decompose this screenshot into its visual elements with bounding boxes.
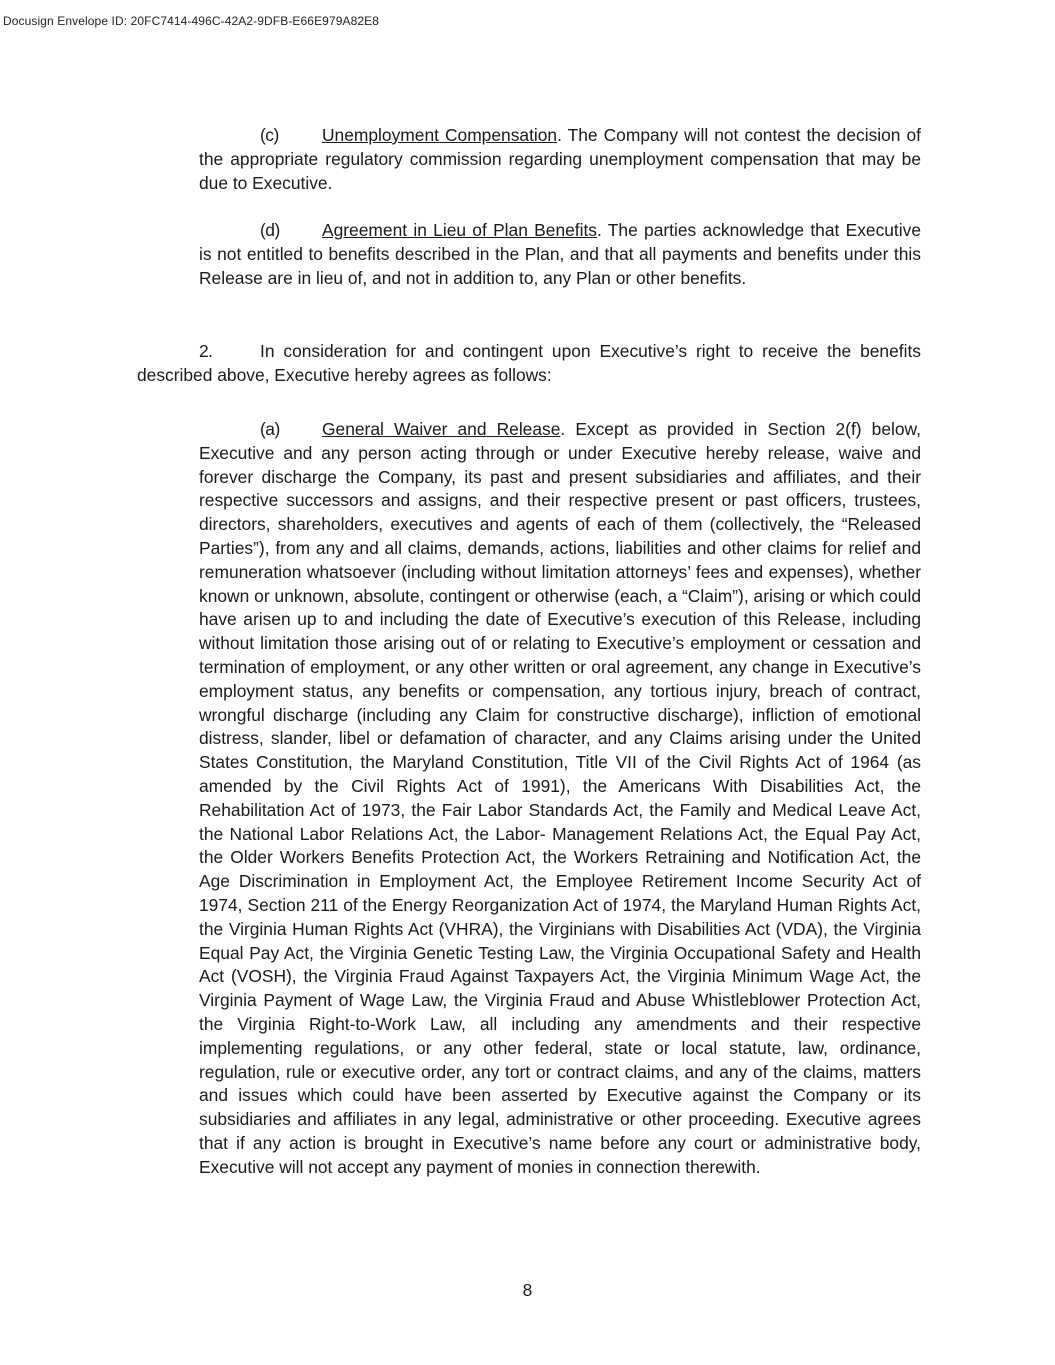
docusign-envelope-id: Docusign Envelope ID: 20FC7414-496C-42A2-9DFB-E66E979A82E8 bbox=[3, 14, 380, 28]
section-c-paragraph bbox=[199, 124, 921, 195]
section-a-label: (a) bbox=[260, 419, 280, 439]
section-a-heading: General Waiver and Release bbox=[322, 419, 561, 439]
section-d-text: . The parties acknowledge that Executive is not entitled to benefits described in the Plan, and that all payments and benefits under this Release are in lieu of, and not in addition to, any Plan or other benefits. bbox=[199, 220, 921, 288]
section-c-label: (c) bbox=[260, 125, 279, 145]
section-2-text: In consideration for and contingent upon Executive’s right to receive the benefits described above, Executive hereby agrees as follows: bbox=[137, 341, 921, 385]
section-c-heading: Unemployment Compensation bbox=[322, 125, 558, 145]
section-d-heading: Agreement in Lieu of Plan Benefits bbox=[322, 220, 598, 240]
page-number: 8 bbox=[522, 1280, 533, 1300]
section-c-text: . The Company will not contest the decision of the appropriate regulatory commission regarding unemployment compensation that may be due to Executive. bbox=[199, 125, 921, 193]
section-2-label: 2. bbox=[199, 341, 213, 361]
section-d-paragraph bbox=[199, 219, 921, 290]
section-a-text: . Except as provided in Section 2(f) below, Executive and any person acting through or under Executive hereby release, waive and forever discharge the Company, its past and present subsidiaries and affiliates, and their respective successors and assigns, and their respective present or past officers, trustees, directors, shareholders, executives and agents of each of them (collectively, the “Released Parties”), from any and all claims, demands, actions, liabilities and other claims for relief and remuneration whatsoever (including without limitation attorneys’ fees and expenses), whether known or unknown, absolute, contingent or otherwise (each, a “Claim”), arising or which could have arisen up to and including the date of Executive’s execution of this Release, including without limitation those arising out of or relating to Executive’s employment or cessation and termination of employment, or any other written or oral agreement, any change in Executive’s employment status, any benefits or compensation, any tortious injury, breach of contract, wrongful discharge (including any Claim for constructive discharge), infliction of emotional distress, slander, libel or defamation of character, and any Claims arising under the United States Constitution, the Maryland Constitution, Title VII of the Civil Rights Act of 1964 (as amended by the Civil Rights Act of 1991), the Americans With Disabilities Act, the Rehabilitation Act of 1973, the Fair Labor Standards Act, the Family and Medical Leave Act, the National Labor Relations Act, the Labor- Management Relations Act, the Equal Pay Act, the Older Workers Benefits Protection Act, the Workers Retraining and Notification Act, the Age Discrimination in Employment Act, the Employee Retirement Income Security Act of 1974, Section 211 of the Energy Reorganization Act of 1974, the Maryland Human Rights Act, the Virginia Human Rights Act (VHRA), the Virginians with Disabilities Act (VDA), the Virginia Equal Pay Act, the Virginia Genetic Testing Law, the Virginia Occupational Safety and Health Act (VOSH), the Virginia Fraud Against Taxpayers Act, the Virginia Minimum Wage Act, the Virginia Payment of Wage Law, the Virginia Fraud and Abuse Whistleblower Protection Act, the Virginia Right-to-Work Law, all including any amendments and their respective implementing regulations, or any other federal, state or local statute, law, ordinance, regulation, rule or executive order, any tort or contract claims, and any of the claims, matters and issues which could have been asserted by Executive against the Company or its subsidiaries and affiliates in any legal, administrative or other proceeding. Executive agrees that if any action is brought in Executive’s name before any court or administrative body, Executive will not accept any payment of monies in connection therewith. bbox=[199, 419, 921, 1177]
section-2-paragraph bbox=[137, 340, 921, 388]
section-d-label: (d) bbox=[260, 220, 280, 240]
section-a-paragraph bbox=[199, 418, 921, 1180]
